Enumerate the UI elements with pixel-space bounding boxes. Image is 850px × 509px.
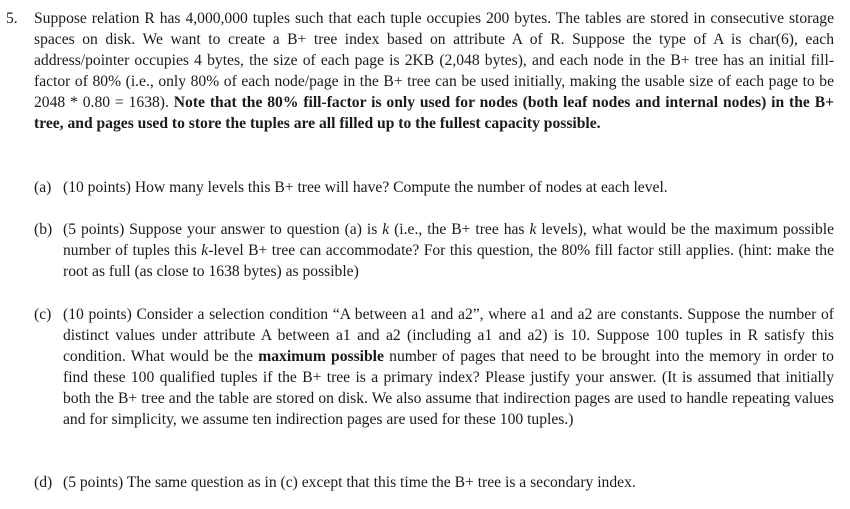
part-b-k2: k	[529, 221, 537, 238]
part-c-label: (c)	[34, 306, 52, 323]
part-c-text-2: number of pages that need to be brought into the memory in order to find these 100 qualified tuples if the B+ tree is a primary index? Please justify your answer. (It is assumed that initially both the B+ tree and the table are stored on disk. We also assume that indirection pages are used to handle repeating values and for simplicity, we assume ten indirection pages are used for these 100 tuples.)	[63, 348, 834, 428]
intro-text: Suppose relation R has 4,000,000 tuples such that each tuple occupies 200 bytes. The tables are stored in consecutive storage spaces on disk. We want to create a B+ tree index based on attribute A of R. Suppose the type of A is char(6), each address/pointer occupies 4 bytes, the size of each page is 2KB (2,048 bytes), and each node in the B+ tree has an initial fill-factor of 80% (i.e., only 80% of each node/page in the B+ tree can be used initially, making the usable size of each page to be 2048 * 0.80 = 1638).	[34, 10, 834, 111]
question-intro	[34, 8, 834, 134]
part-a	[34, 177, 834, 198]
part-c-text-1: (10 points) Consider a selection condition “A between a1 and a2”, where a1 and a2 are constants. Suppose the number of distinct values under attribute A between a1 and a2 (including a1 and a2) is 10. Suppose 100 tuples in R satisfy this condition. What would be the	[63, 306, 834, 365]
part-d	[34, 472, 834, 493]
part-b-k1: k	[382, 221, 390, 238]
part-b-k3: k	[201, 242, 209, 259]
part-b-text-2: (i.e., the B+ tree has	[389, 221, 530, 238]
part-d-label: (d)	[34, 474, 53, 491]
question-number: 5.	[6, 10, 18, 27]
part-c-bold: maximum possible	[258, 348, 384, 365]
part-c	[34, 304, 834, 430]
part-c-text	[63, 304, 834, 430]
part-d-text: (5 points) The same question as in (c) except that this time the B+ tree is a secondary index.	[63, 474, 636, 491]
intro-bold-note: Note that the 80% fill-factor is only used for nodes (both leaf nodes and internal nodes) in the B+ tree, and pages used to store the tuples are all filled up to the fullest capacity possible.	[34, 94, 834, 132]
part-b-label: (b)	[34, 221, 53, 238]
part-b-text-3: levels), what would be the maximum possible number of tuples this	[63, 221, 834, 259]
part-b-text-4: -level B+ tree can accommodate? For this question, the 80% fill factor still applies. (hint: make the root as full (as close to 1638 bytes) as possible)	[63, 242, 834, 280]
part-a-label: (a)	[34, 179, 52, 196]
part-b-text-1: (5 points) Suppose your answer to question (a) is	[63, 221, 383, 238]
part-b-text	[63, 219, 834, 282]
part-a-text: (10 points) How many levels this B+ tree will have? Compute the number of nodes at each level.	[63, 179, 668, 196]
part-b	[34, 219, 834, 282]
